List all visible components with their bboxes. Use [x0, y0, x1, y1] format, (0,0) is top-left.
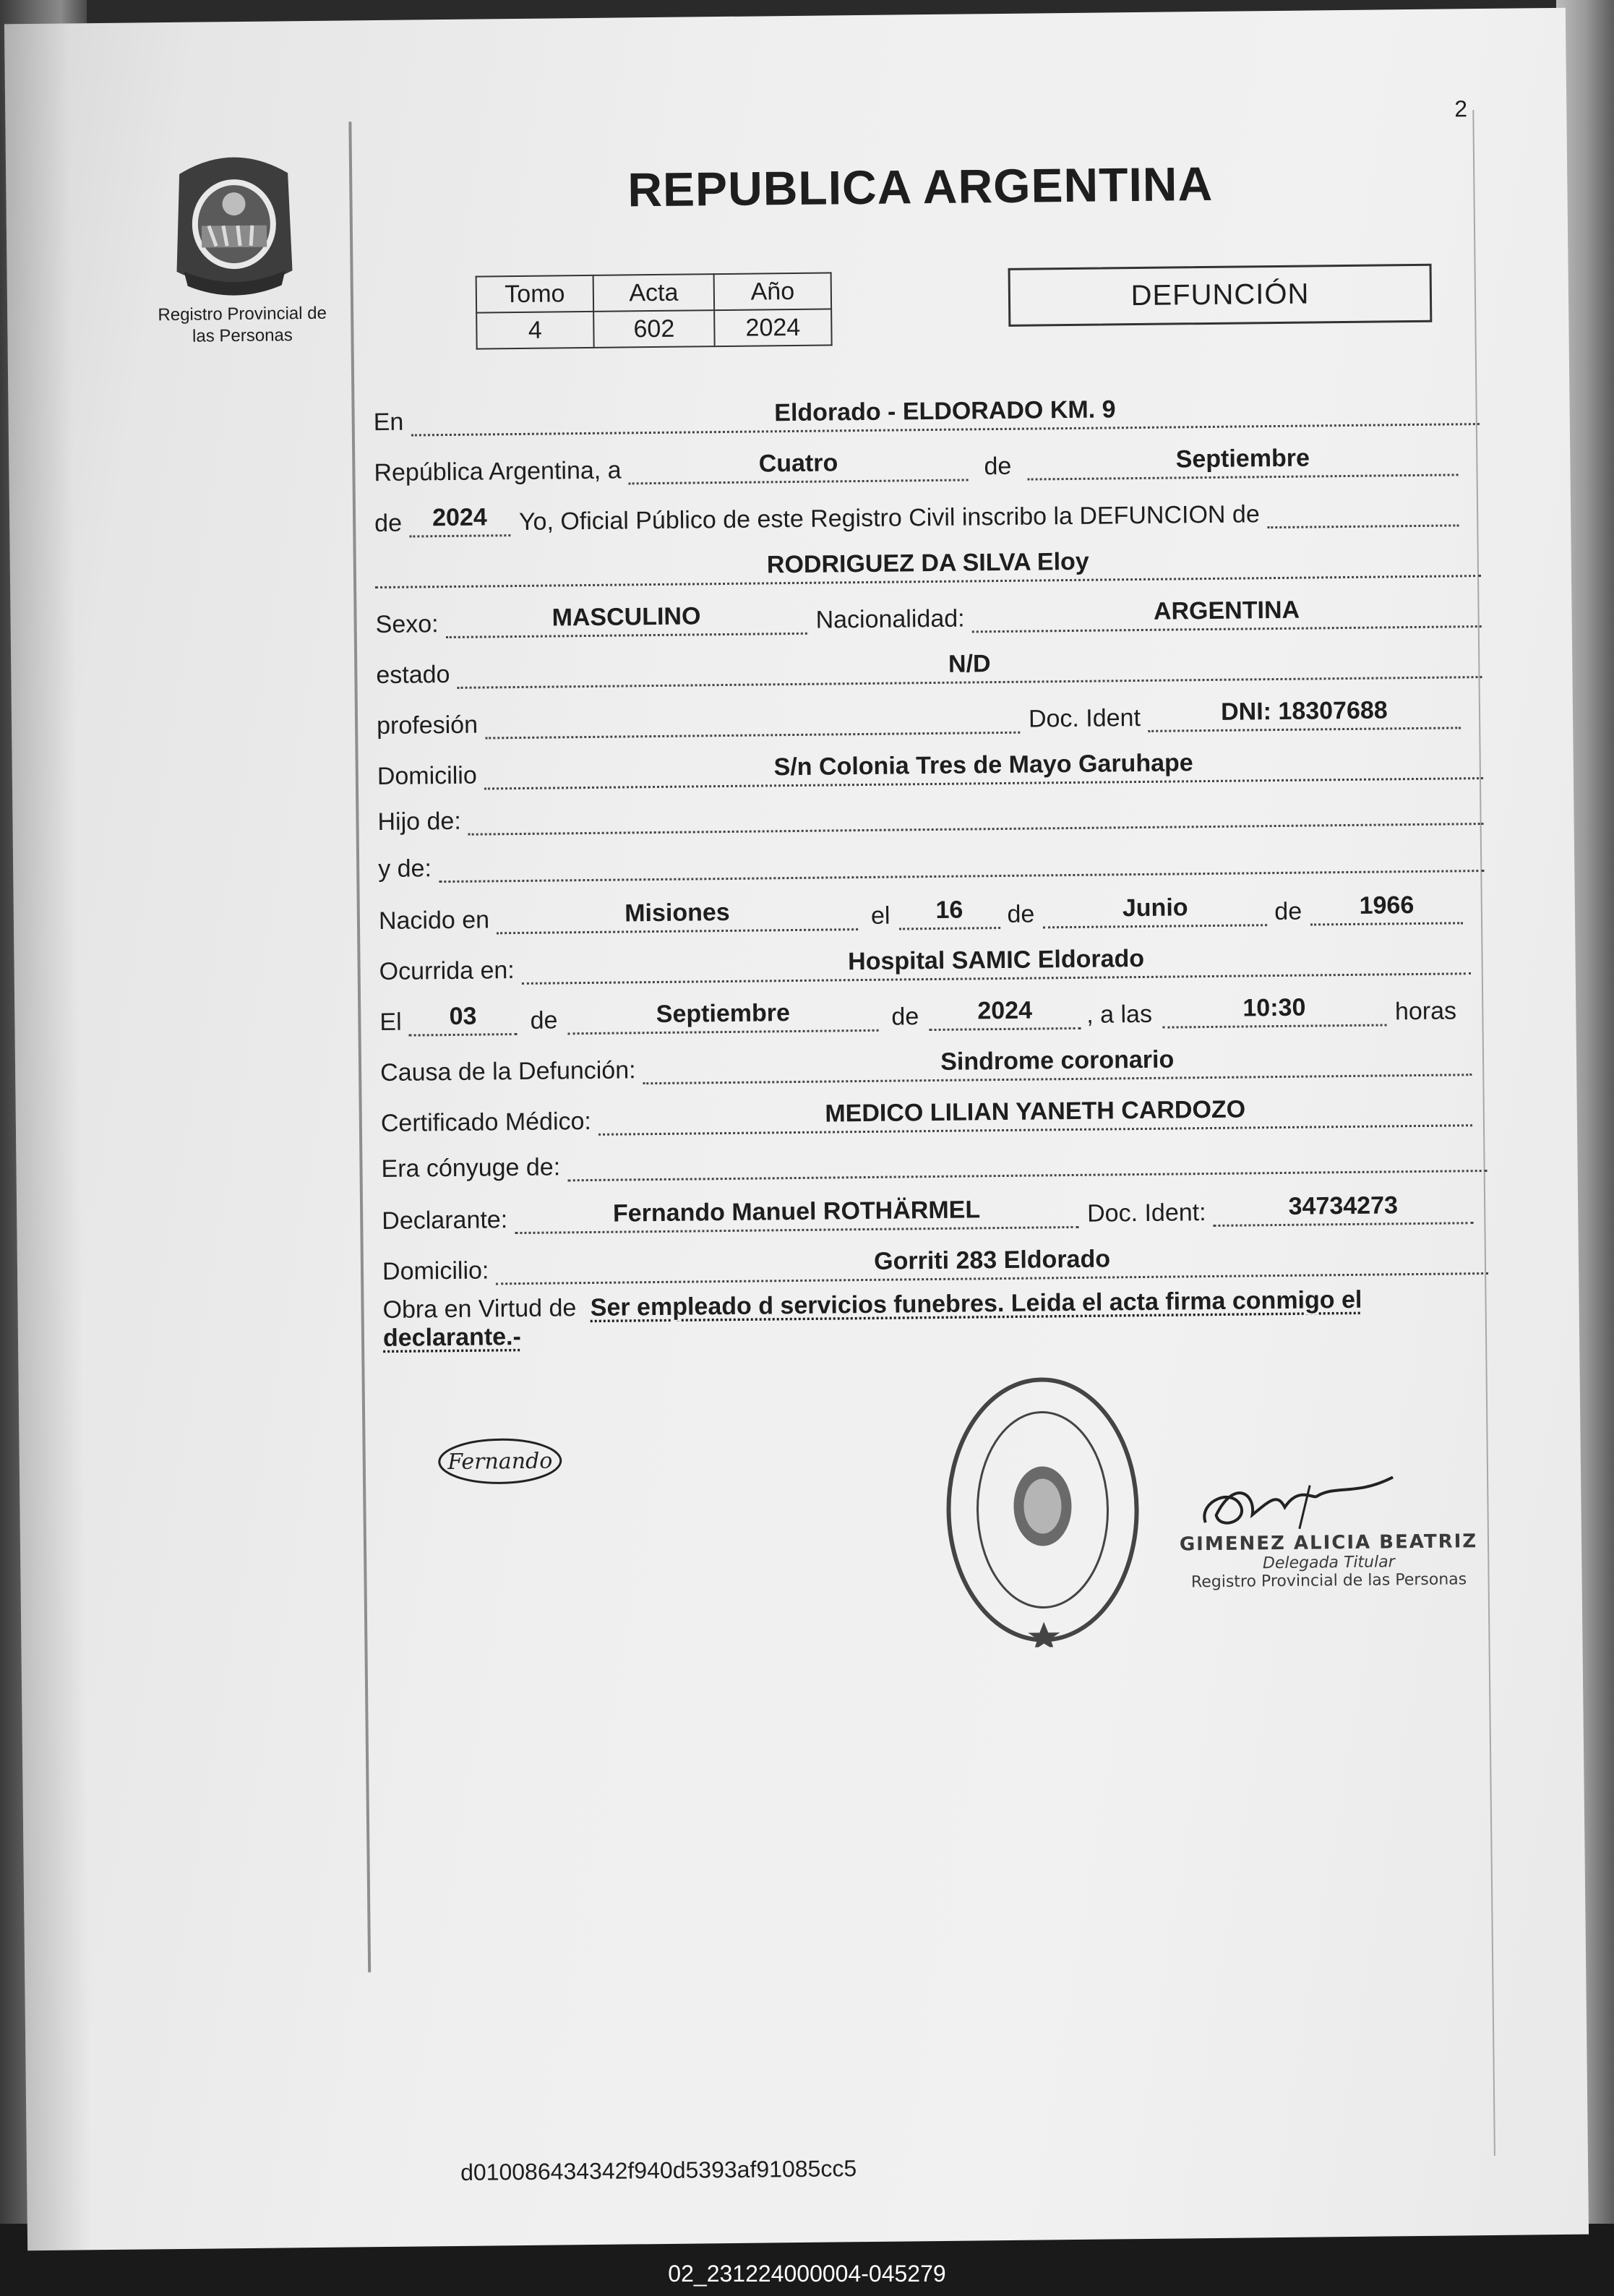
nacionalidad-field: ARGENTINA — [971, 594, 1481, 633]
anio-value: 2024 — [714, 309, 832, 346]
nacionalidad-label: Nacionalidad: — [815, 604, 965, 634]
document-type-box: DEFUNCIÓN — [1008, 264, 1433, 327]
domicilio2-label: Domicilio: — [382, 1256, 489, 1286]
de-label-2: de — [374, 509, 403, 538]
ocurrida-field: Hospital SAMIC Eldorado — [521, 941, 1470, 985]
office-line-2: las Personas — [192, 325, 293, 346]
hijo-label: Hijo de: — [377, 807, 461, 836]
nacido-label: Nacido en — [378, 906, 490, 935]
declarante-field: Fernando Manuel ROTHÄRMEL — [515, 1195, 1078, 1234]
row-sexo — [375, 594, 1481, 639]
certificado-label: Certificado Médico: — [380, 1107, 592, 1138]
el-label: el — [870, 901, 890, 930]
republica-label: República Argentina, a — [374, 456, 622, 487]
row-domicilio — [377, 746, 1483, 791]
death-year-field: 2024 — [929, 996, 1081, 1031]
deceased-name-field: RODRIGUEZ DA SILVA Eloy — [375, 544, 1481, 588]
certificado-field: MEDICO LILIAN YANETH CARDOZO — [598, 1093, 1472, 1136]
row-declarante — [382, 1191, 1473, 1235]
row-hijo — [377, 797, 1483, 836]
death-month-field: Septiembre — [567, 998, 878, 1035]
doc-ident2-field: 34734273 — [1213, 1191, 1473, 1227]
document-title: REPUBLICA ARGENTINA — [627, 156, 1214, 217]
conyuge-field — [567, 1167, 1487, 1181]
row-ocurrida — [379, 941, 1470, 986]
registry-header-row — [476, 273, 831, 312]
obra-text-1: Ser empleado d servicios funebres. Leida el acta firma conmigo el — [590, 1285, 1362, 1322]
hijo-field — [468, 820, 1484, 836]
issuing-office — [137, 302, 348, 348]
birth-day-field: 16 — [898, 896, 1000, 930]
row-date — [374, 442, 1458, 487]
margin-rule — [348, 121, 371, 1972]
yde-label: y de: — [377, 854, 432, 883]
row-estado — [376, 645, 1482, 690]
officer-stamp — [1177, 1530, 1481, 1591]
el2-label: El — [379, 1008, 402, 1037]
doc-ident-field: DNI: 18307688 — [1148, 695, 1461, 732]
row-place — [373, 392, 1479, 437]
inscribo-fill — [1267, 521, 1459, 528]
de-label-4: de — [1274, 897, 1302, 926]
obra-paragraph — [382, 1285, 1475, 1353]
declarant-signature — [434, 1431, 565, 1491]
estado-field: N/D — [457, 645, 1482, 689]
row-inscribo — [374, 493, 1459, 538]
domicilio-field: S/n Colonia Tres de Mayo Garuhape — [484, 746, 1482, 789]
scan-footer-id: 02_231224000004-045279 — [668, 2261, 946, 2287]
row-certificado — [381, 1093, 1472, 1138]
death-time-field: 10:30 — [1162, 993, 1386, 1028]
obra-label: Obra en Virtud de — [382, 1294, 577, 1324]
row-nacido — [379, 891, 1463, 935]
doc-ident2-label: Doc. Ident: — [1086, 1199, 1206, 1228]
estado-label: estado — [376, 660, 450, 690]
birth-year-field: 1966 — [1310, 891, 1463, 925]
tomo-header: Tomo — [476, 275, 594, 313]
officer-role: Delegada Titular — [1262, 1553, 1395, 1573]
de-label-3: de — [1007, 900, 1035, 928]
yde-field — [439, 867, 1484, 883]
row-yde — [378, 844, 1484, 883]
inscribo-text: Yo, Oficial Público de este Registro Civil inscribo la DEFUNCION de — [518, 500, 1260, 536]
horas-label: horas — [1394, 997, 1457, 1026]
birth-month-field: Junio — [1043, 893, 1267, 928]
nacido-field: Misiones — [497, 897, 858, 934]
doc-ident-label: Doc. Ident — [1028, 703, 1141, 733]
certificate-page — [4, 8, 1589, 2250]
row-death-date — [379, 992, 1485, 1037]
domicilio2-field: Gorriti 283 Eldorado — [496, 1241, 1488, 1285]
row-profesion — [377, 695, 1461, 740]
en-label: En — [373, 408, 404, 437]
row-domicilio2 — [382, 1241, 1488, 1286]
row-deceased — [375, 544, 1481, 588]
obra-text-2: declarante.- — [382, 1323, 522, 1353]
sexo-field: MASCULINO — [445, 601, 807, 638]
ocurrida-label: Ocurrida en: — [379, 956, 515, 986]
registry-table — [476, 272, 833, 349]
acta-header: Acta — [593, 274, 715, 312]
tomo-value: 4 — [476, 312, 594, 349]
row-causa — [380, 1042, 1472, 1087]
officer-name: GIMENEZ ALICIA BEATRIZ — [1179, 1530, 1478, 1556]
domicilio-label: Domicilio — [377, 761, 477, 791]
death-record-form — [373, 392, 1486, 1353]
de-label-6: de — [891, 1003, 919, 1031]
document-hash: d010086434342f940d5393af91085cc5 — [460, 2155, 857, 2185]
acta-value: 602 — [593, 310, 715, 348]
alas-label: , a las — [1086, 1000, 1153, 1029]
profesion-label: profesión — [376, 711, 478, 740]
profesion-field — [485, 729, 1020, 740]
causa-label: Causa de la Defunción: — [379, 1056, 636, 1087]
month-field: Septiembre — [1027, 442, 1458, 480]
registry-value-row — [476, 309, 831, 348]
de-label-1: de — [984, 452, 1012, 481]
row-conyuge — [381, 1144, 1487, 1183]
conyuge-label: Era cónyuge de: — [381, 1153, 561, 1183]
causa-field: Sindrome coronario — [643, 1042, 1472, 1084]
office-line-1: Registro Provincial de — [158, 303, 327, 325]
officer-org: Registro Provincial de las Personas — [1190, 1570, 1467, 1592]
day-field: Cuatro — [628, 447, 968, 484]
registry-seal — [940, 1371, 1146, 1648]
death-day-field: 03 — [408, 1002, 517, 1037]
anio-header: Año — [714, 273, 832, 310]
de-label-5: de — [530, 1006, 558, 1035]
declarante-label: Declarante: — [382, 1206, 508, 1235]
misiones-crest-icon — [165, 144, 304, 304]
page-number: 2 — [1454, 95, 1468, 122]
year-field: 2024 — [409, 503, 510, 537]
sexo-label: Sexo: — [375, 610, 439, 639]
svg-text:Fernando: Fernando — [447, 1448, 553, 1475]
place-field: Eldorado - ELDORADO KM. 9 — [411, 392, 1480, 436]
